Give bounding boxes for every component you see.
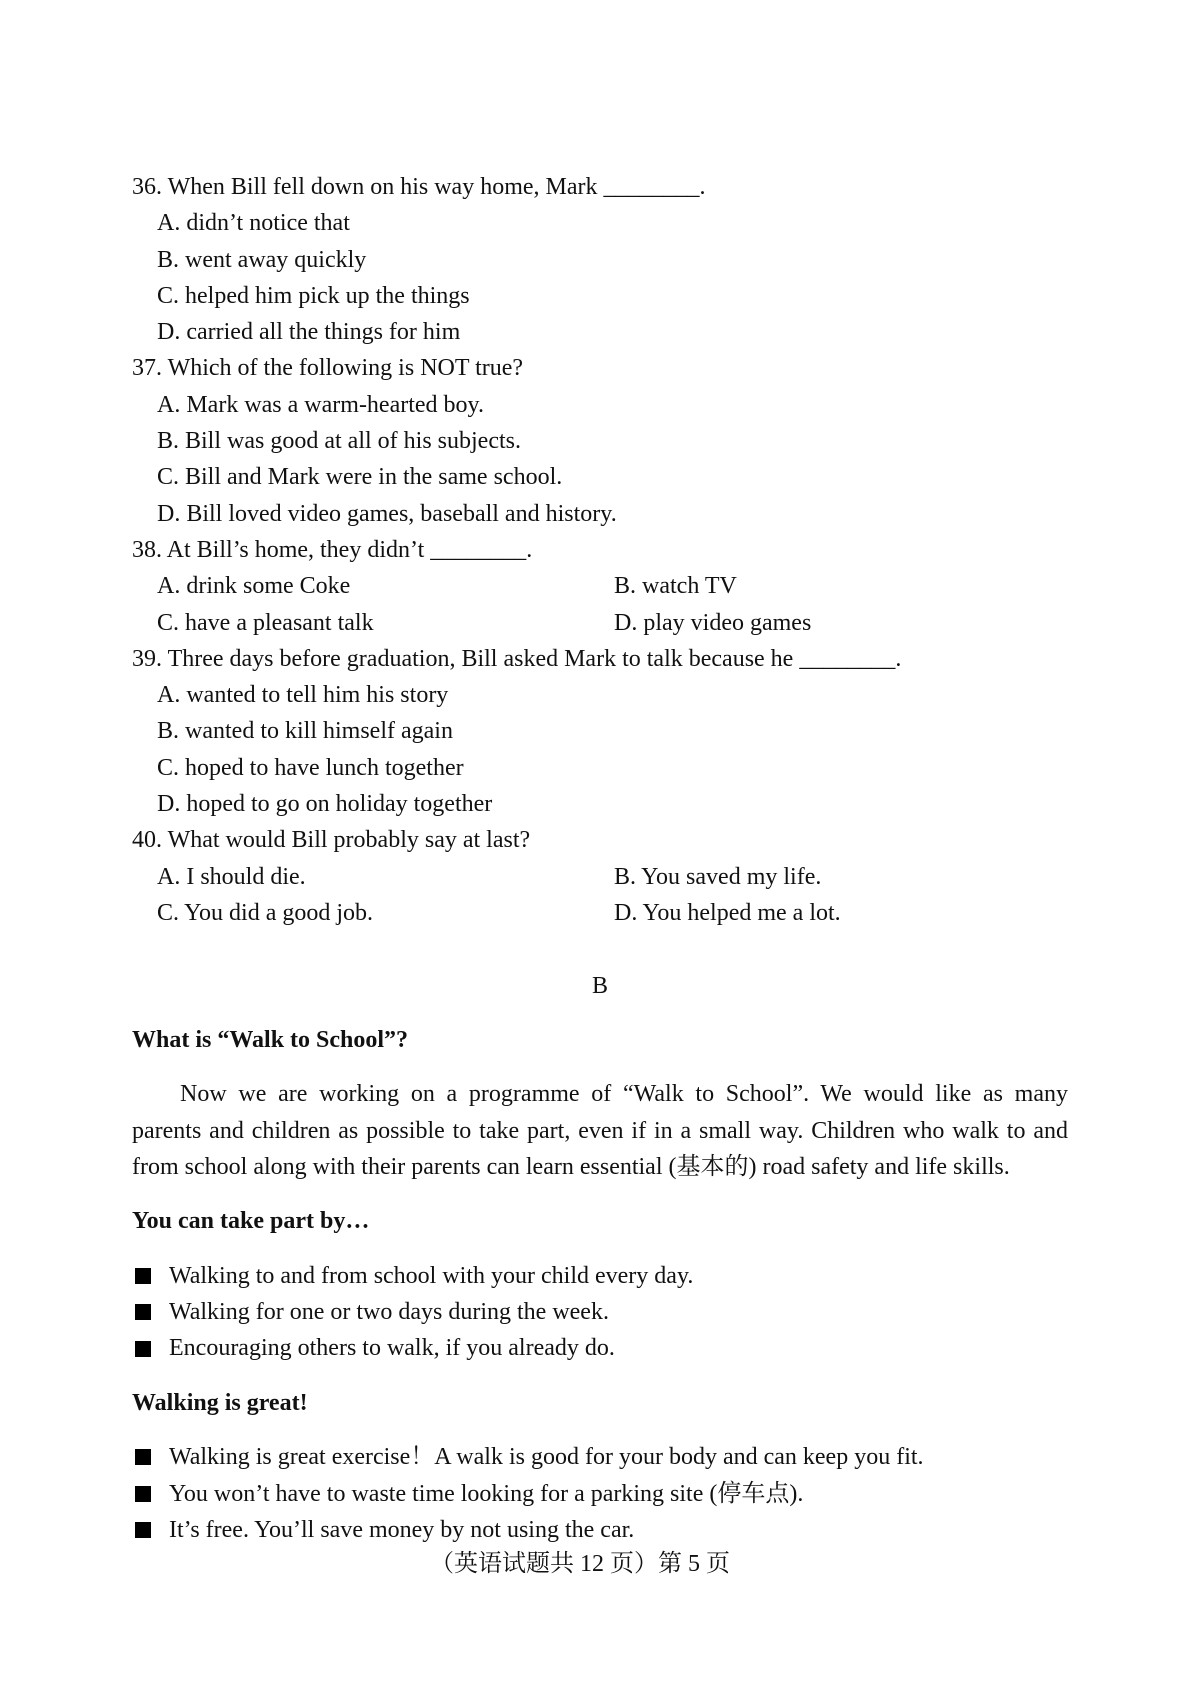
benefits-list bbox=[132, 1439, 1068, 1548]
question-stem: 36. When Bill fell down on his way home, Mark ________. bbox=[132, 174, 706, 200]
section-label: B bbox=[591, 972, 608, 999]
bullet-square-icon bbox=[135, 1486, 151, 1502]
page-content bbox=[132, 169, 1068, 1548]
passage-paragraph bbox=[132, 1076, 1068, 1185]
question-38 bbox=[132, 532, 1068, 641]
option-c: C. have a pleasant talk bbox=[157, 609, 374, 636]
question-stem: 40. What would Bill probably say at last? bbox=[132, 827, 531, 854]
option-row bbox=[132, 895, 1068, 931]
option-b: B. wanted to kill himself again bbox=[157, 718, 453, 745]
option-a: A. drink some Coke bbox=[157, 573, 351, 600]
passage-title: What is “Walk to School”? bbox=[132, 1026, 409, 1053]
list-item bbox=[132, 1294, 1068, 1330]
option-c: C. Bill and Mark were in the same school. bbox=[157, 464, 563, 491]
list-item bbox=[132, 1439, 1068, 1475]
option-a: A. didn’t notice that bbox=[157, 210, 350, 237]
list-item-text: Walking to and from school with your child every day. bbox=[169, 1262, 694, 1289]
option-row bbox=[132, 859, 1068, 895]
option-d: D. hoped to go on holiday together bbox=[157, 791, 493, 818]
list-item-text: You won’t have to waste time looking for a parking site (停车点). bbox=[169, 1480, 804, 1507]
bullet-square-icon bbox=[135, 1522, 151, 1538]
list-item bbox=[132, 1512, 1068, 1548]
subheading-take-part: You can take part by… bbox=[132, 1208, 370, 1235]
list-item bbox=[132, 1330, 1068, 1366]
question-stem: 37. Which of the following is NOT true? bbox=[132, 355, 524, 382]
option-d: D. You helped me a lot. bbox=[614, 899, 841, 926]
list-item bbox=[132, 1476, 1068, 1512]
list-item-text: It’s free. You’ll save money by not using the car. bbox=[169, 1516, 635, 1543]
option-d: D. play video games bbox=[614, 609, 812, 636]
option-c: C. You did a good job. bbox=[157, 899, 374, 926]
option-d: D. Bill loved video games, baseball and history. bbox=[157, 500, 617, 527]
option-row bbox=[132, 568, 1068, 604]
list-item-text: Walking for one or two days during the week. bbox=[169, 1299, 609, 1326]
option-b: B. went away quickly bbox=[157, 246, 367, 273]
take-part-list bbox=[132, 1258, 1068, 1367]
question-stem: 38. At Bill’s home, they didn’t ________. bbox=[132, 536, 533, 563]
question-39 bbox=[132, 641, 1068, 822]
list-item-text: Encouraging others to walk, if you already do. bbox=[169, 1335, 615, 1362]
question-stem: 39. Three days before graduation, Bill asked Mark to talk because he ________. bbox=[132, 645, 902, 672]
option-d: D. carried all the things for him bbox=[157, 319, 461, 346]
bullet-square-icon bbox=[135, 1268, 151, 1284]
paragraph-line: parents and children as possible to take part, even if in a small way. Children who walk to and bbox=[132, 1117, 1068, 1144]
option-c: C. hoped to have lunch together bbox=[157, 754, 464, 781]
page-footer: （英语试题共 12 页）第 5 页 bbox=[430, 1551, 730, 1577]
bullet-square-icon bbox=[135, 1449, 151, 1465]
list-item-text: Walking is great exercise！A walk is good for your body and can keep you fit. bbox=[169, 1444, 924, 1471]
option-a: A. I should die. bbox=[157, 863, 306, 890]
option-row bbox=[132, 605, 1068, 641]
question-37 bbox=[132, 350, 1068, 531]
bullet-square-icon bbox=[135, 1304, 151, 1320]
option-c: C. helped him pick up the things bbox=[157, 282, 470, 309]
option-b: B. watch TV bbox=[614, 573, 737, 600]
paragraph-line: Now we are working on a programme of “Walk to School”. We would like as many bbox=[180, 1081, 1068, 1108]
list-item bbox=[132, 1258, 1068, 1294]
question-40 bbox=[132, 822, 1068, 931]
question-36 bbox=[132, 169, 1068, 350]
option-a: A. Mark was a warm-hearted boy. bbox=[157, 391, 484, 418]
option-a: A. wanted to tell him his story bbox=[157, 682, 449, 709]
paragraph-line: from school along with their parents can learn essential (基本的) road safety and life skills. bbox=[132, 1154, 1010, 1180]
option-b: B. You saved my life. bbox=[614, 863, 822, 890]
bullet-square-icon bbox=[135, 1341, 151, 1357]
subheading-walking-is-great: Walking is great! bbox=[132, 1389, 308, 1416]
option-b: B. Bill was good at all of his subjects. bbox=[157, 428, 521, 455]
